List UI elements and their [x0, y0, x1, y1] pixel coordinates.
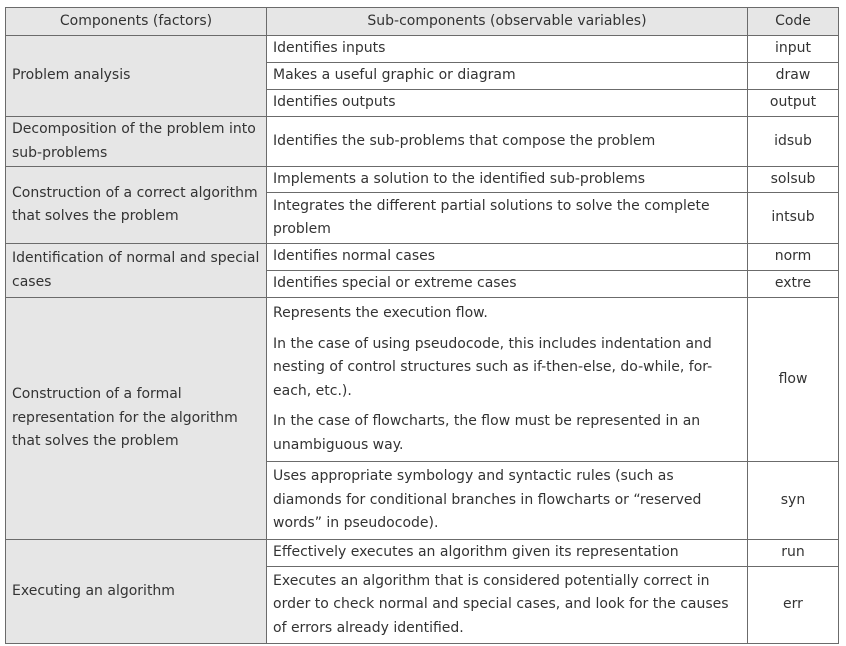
subcomponent-cell: Makes a useful graphic or diagram: [267, 63, 748, 90]
table-row: [6, 298, 839, 462]
component-cell: Executing an algorithm: [6, 539, 267, 644]
subcomponent-cell: Executes an algorithm that is considered potentially correct in order to check normal and special cases, and look for the causes of errors already identified.: [267, 566, 748, 644]
code-cell: input: [748, 36, 839, 63]
code-cell: output: [748, 90, 839, 117]
flow-paragraph: Represents the execution flow.: [273, 305, 488, 321]
code-cell: flow: [748, 298, 839, 462]
subcomponent-cell: [267, 298, 748, 462]
code-cell: solsub: [748, 167, 839, 193]
header-subcomponents: Sub-components (observable variables): [267, 8, 748, 36]
code-cell: intsub: [748, 193, 839, 244]
code-cell: draw: [748, 63, 839, 90]
code-cell: err: [748, 566, 839, 644]
code-cell: syn: [748, 462, 839, 540]
subcomponent-cell: Identifies special or extreme cases: [267, 271, 748, 298]
subcomponent-cell: Integrates the different partial solutions to solve the complete problem: [267, 193, 748, 244]
table-row: [6, 244, 839, 271]
subcomponent-cell: Identifies the sub-problems that compose the problem: [267, 117, 748, 167]
subcomponent-cell: Identifies outputs: [267, 90, 748, 117]
component-cell: Decomposition of the problem into sub-problems: [6, 117, 267, 167]
table-row: [6, 539, 839, 566]
header-row: [6, 8, 839, 36]
subcomponent-cell: Identifies inputs: [267, 36, 748, 63]
subcomponent-cell: Effectively executes an algorithm given its representation: [267, 539, 748, 566]
component-cell: Construction of a formal representation for the algorithm that solves the problem: [6, 298, 267, 540]
header-components: Components (factors): [6, 8, 267, 36]
subcomponent-cell: Identifies normal cases: [267, 244, 748, 271]
subcomponent-cell: Uses appropriate symbology and syntactic rules (such as diamonds for conditional branches in flowcharts or “reserved words” in pseudocode).: [267, 462, 748, 540]
header-code: Code: [748, 8, 839, 36]
component-cell: Problem analysis: [6, 36, 267, 117]
code-cell: run: [748, 539, 839, 566]
table-row: [6, 117, 839, 167]
components-table: [5, 7, 839, 644]
flow-paragraph: In the case of flowcharts, the flow must be represented in an unambiguous way.: [273, 413, 701, 453]
flow-paragraph: In the case of using pseudocode, this includes indentation and nesting of control structures such as if-then-else, do-while, for-each, etc.).: [273, 335, 713, 399]
code-cell: norm: [748, 244, 839, 271]
table-row: [6, 167, 839, 193]
code-cell: extre: [748, 271, 839, 298]
component-cell: Identification of normal and special cases: [6, 244, 267, 298]
component-cell: Construction of a correct algorithm that solves the problem: [6, 167, 267, 244]
code-cell: idsub: [748, 117, 839, 167]
subcomponent-cell: Implements a solution to the identified sub-problems: [267, 167, 748, 193]
table-row: [6, 36, 839, 63]
